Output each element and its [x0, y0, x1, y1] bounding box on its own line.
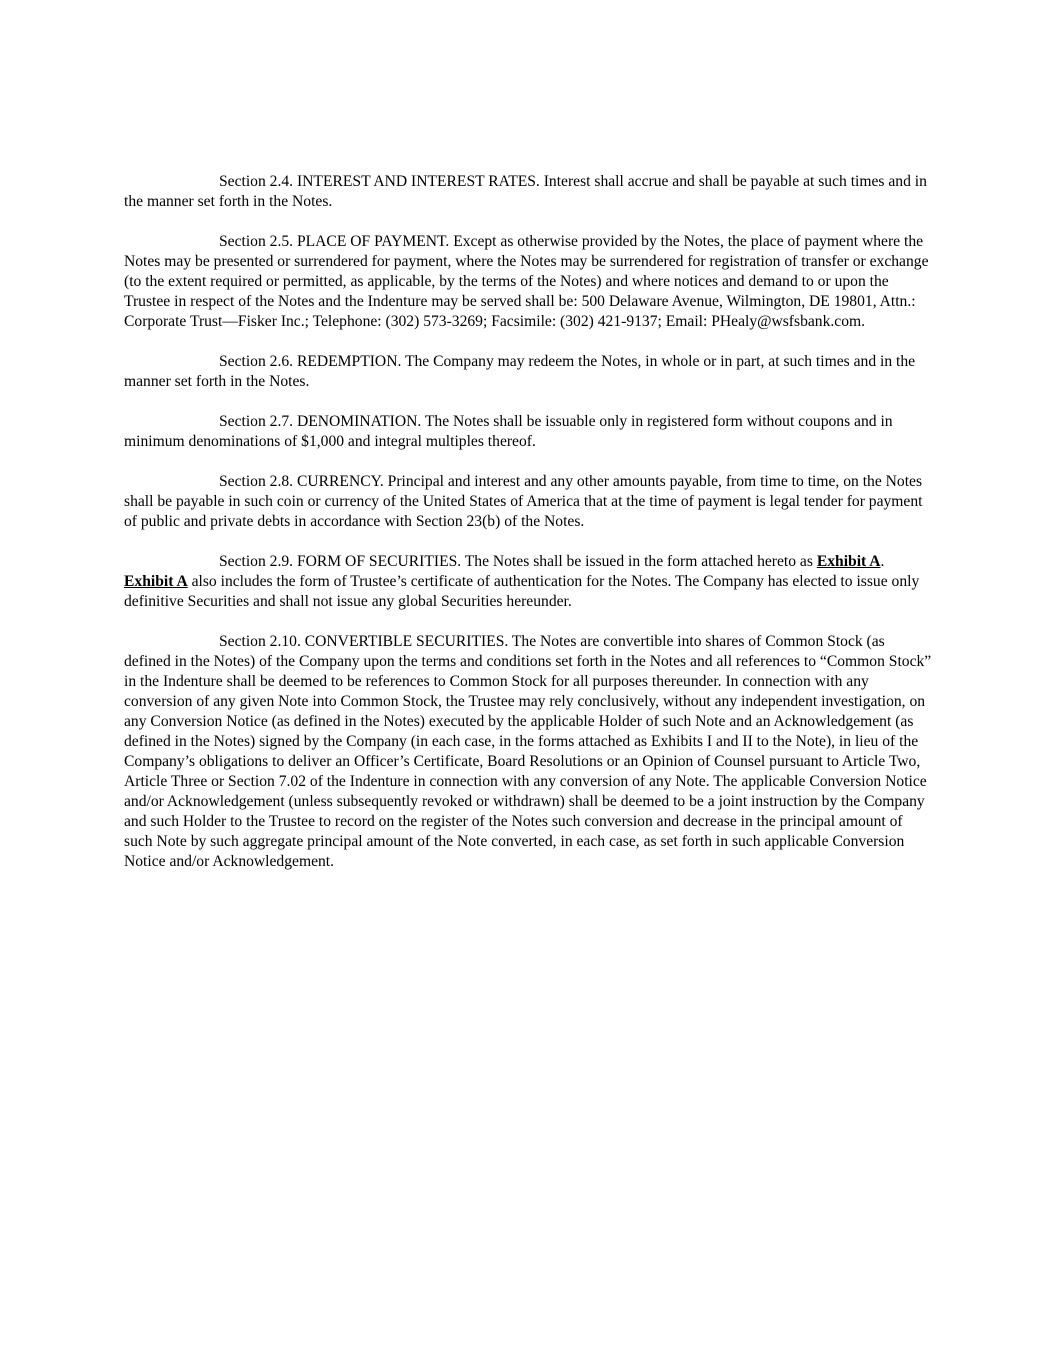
section-2-7-denomination: Section 2.7. DENOMINATION. The Notes shall be issuable only in registered form without coupons and in minimum denominations of $1,000 and integral multiples thereof.	[124, 413, 893, 450]
section-2-9-separator: .	[880, 553, 885, 570]
section-2-9-text-before: Section 2.9. FORM OF SECURITIES. The Notes shall be issued in the form attached hereto as	[219, 553, 817, 570]
section-2-9-text-after: also includes the form of Trustee’s certificate of authentication for the Notes. The Company has elected to issue only definitive Securities and shall not issue any global Securities hereunder.	[124, 573, 920, 610]
section-2-5-place-of-payment: Section 2.5. PLACE OF PAYMENT. Except as otherwise provided by the Notes, the place of payment where the Notes may be presented or surrendered for payment, where the Notes may be surrendered for registration of transfer or exchange (to the extent required or permitted, as applicable, by the terms of the Notes) and where notices and demand to or upon the Trustee in respect of the Notes and the Indenture may be served shall be: 500 Delaware Avenue, Wilmington, DE 19801, Attn.: Corporate Trust—Fisker Inc.; Telephone: (302) 573-3269; Facsimile: (302) 421-9137; Email: PHealy@wsfsbank.com.	[124, 233, 929, 330]
section-2-10-convertible-securities: Section 2.10. CONVERTIBLE SECURITIES. The Notes are convertible into shares of Common Stock (as defined in the Notes) of the Company upon the terms and conditions set forth in the Notes and all references to “Common Stock” in the Indenture shall be deemed to be references to Common Stock for all purposes thereunder. In connection with any conversion of any given Note into Common Stock, the Trustee may rely conclusively, without any independent investigation, on any Conversion Notice (as defined in the Notes) executed by the applicable Holder of such Note and an Acknowledgement (as defined in the Notes) signed by the Company (in each case, in the forms attached as Exhibits I and II to the Note), in lieu of the Company’s obligations to deliver an Officer’s Certificate, Board Resolutions or an Opinion of Counsel pursuant to Article Two, Article Three or Section 7.02 of the Indenture in connection with any conversion of any Note. The applicable Conversion Notice and/or Acknowledgement (unless subsequently revoked or withdrawn) shall be deemed to be a joint instruction by the Company and such Holder to the Trustee to record on the register of the Notes such conversion and decrease in the principal amount of such Note by such aggregate principal amount of the Note converted, in each case, as set forth in such applicable Conversion Notice and/or Acknowledgement.	[124, 633, 932, 870]
section-2-9-form-of-securities	[124, 552, 934, 612]
document-body	[124, 172, 934, 892]
section-2-6-redemption: Section 2.6. REDEMPTION. The Company may redeem the Notes, in whole or in part, at such times and in the manner set forth in the Notes.	[124, 353, 916, 390]
section-2-8-currency: Section 2.8. CURRENCY. Principal and interest and any other amounts payable, from time to time, on the Notes shall be payable in such coin or currency of the United States of America that at the time of payment is legal tender for payment of public and private debts in accordance with Section 23(b) of the Notes.	[124, 473, 923, 530]
section-2-4-interest-rates: Section 2.4. INTEREST AND INTEREST RATES. Interest shall accrue and shall be payable at such times and in the manner set forth in the Notes.	[124, 173, 927, 210]
exhibit-a-reference: Exhibit A	[816, 553, 881, 570]
exhibit-a-reference-second: Exhibit A	[124, 573, 188, 590]
